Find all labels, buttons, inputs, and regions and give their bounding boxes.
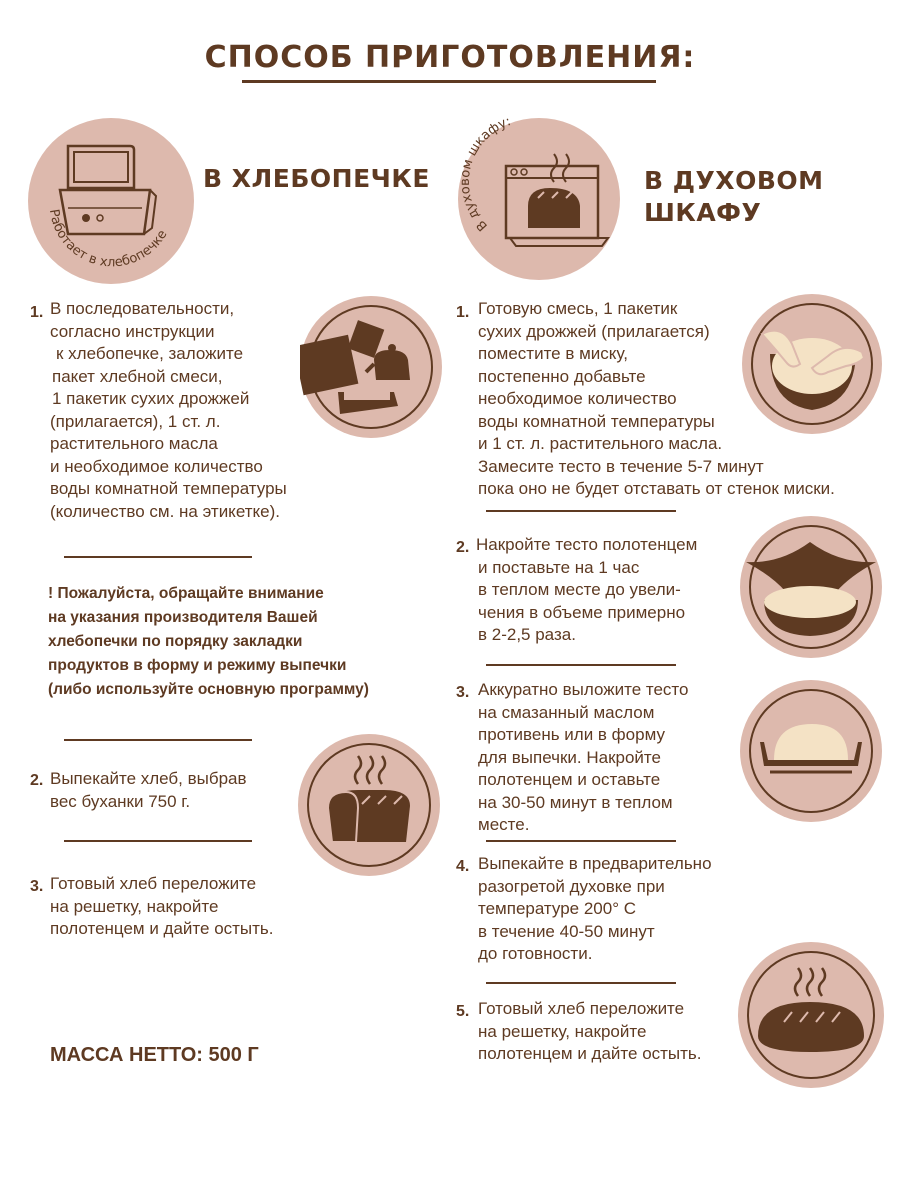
ingredients-badge	[300, 296, 442, 438]
text-line: воды комнатной температуры	[50, 479, 287, 498]
right-step-1-number: 1.	[456, 304, 470, 321]
note-line: (либо используйте основную программу)	[48, 681, 369, 698]
note-line: ! Пожалуйста, обращайте внимание	[48, 585, 324, 602]
text-line: В последовательности,	[50, 299, 235, 318]
left-step-2-text	[50, 768, 300, 813]
round-loaf-badge	[738, 942, 884, 1088]
manufacturer-note	[48, 582, 428, 702]
separator	[486, 664, 676, 666]
bread-machine-icon	[28, 118, 194, 284]
text-line: на решетку, накройте	[50, 896, 219, 916]
page-title: СПОСОБ ПРИГОТОВЛЕНИЯ:	[204, 40, 696, 75]
left-step-1-text	[50, 298, 340, 523]
right-heading-line2: ШКАФУ	[644, 198, 762, 227]
text-line: Выпекайте в предварительно	[478, 854, 712, 873]
right-step-3-text	[478, 679, 738, 837]
covered-bowl-badge	[740, 516, 882, 658]
bread-loaf-icon	[298, 734, 440, 876]
text-line: Выпекайте хлеб, выбрав	[50, 769, 247, 788]
oven-icon	[458, 118, 620, 280]
text-line: полотенцем и дайте остыть.	[478, 1044, 702, 1063]
text-line: Готовый хлеб переложите	[478, 999, 685, 1018]
right-step-2-text	[478, 534, 738, 647]
text-line: постепенно добавьте	[478, 366, 646, 386]
text-line: на решетку, накройте	[478, 1021, 647, 1041]
right-step-4-number: 4.	[456, 858, 470, 875]
text-line: в течение 40-50 минут	[478, 921, 655, 941]
round-bread-icon	[738, 942, 884, 1088]
left-step-3-text	[50, 873, 330, 941]
separator	[64, 556, 252, 558]
text-line: полотенцем и дайте остыть.	[50, 919, 274, 938]
text-line: поместите в миску,	[478, 344, 628, 363]
text-line: Замесите тесто в течение 5-7 минут	[478, 456, 764, 476]
net-weight: МАССА НЕТТО: 500 Г	[50, 1044, 259, 1066]
right-step-3-number: 3.	[456, 684, 470, 701]
note-line: хлебопечки по порядку закладки	[48, 633, 303, 650]
text-line: в 2-2,5 раза.	[478, 625, 576, 644]
text-line: пакет хлебной смеси,	[52, 366, 223, 386]
left-step-3-number: 3.	[30, 878, 44, 895]
text-line: необходимое количество	[478, 389, 677, 408]
left-step-2-number: 2.	[30, 772, 44, 789]
kneading-badge	[742, 294, 882, 434]
text-line: к хлебопечке, заложите	[56, 344, 244, 363]
text-line: полотенцем и оставьте	[478, 770, 661, 789]
badge-text: Работает в хлебопечке	[45, 208, 171, 271]
text-line: Готовую смесь, 1 пакетик	[478, 299, 678, 318]
text-line: (прилагается), 1 ст. л.	[50, 411, 221, 431]
text-line: чения в объеме примерно	[478, 602, 686, 622]
text-line: Готовый хлеб переложите	[50, 874, 257, 893]
separator	[486, 840, 676, 842]
text-line: пока оно не будет отставать от стенок миски.	[478, 479, 835, 498]
text-line: и необходимое количество	[50, 456, 263, 476]
note-line: на указания производителя Вашей	[48, 609, 318, 626]
badge-text: В духовом шкафу:	[458, 118, 513, 234]
right-heading-line1: В ДУХОВОМ	[644, 166, 824, 195]
text-line: 1 пакетик сухих дрожжей	[52, 389, 250, 408]
separator	[64, 739, 252, 741]
text-line: Накройте тесто полотенцем	[476, 535, 698, 554]
text-line: согласно инструкции	[50, 321, 215, 341]
right-step-5-text	[478, 998, 738, 1066]
text-line: температуре 200° С	[478, 899, 637, 918]
bread-machine-badge	[28, 118, 194, 284]
text-line: Аккуратно выложите тесто	[478, 680, 689, 699]
right-step-4-text	[478, 853, 758, 966]
separator	[486, 982, 676, 984]
text-line: до готовности.	[478, 944, 593, 963]
separator	[486, 510, 676, 512]
text-line: вес буханки 750 г.	[50, 791, 191, 811]
text-line: растительного масла	[50, 434, 218, 453]
text-line: месте.	[478, 815, 530, 834]
dough-tray-badge	[740, 680, 882, 822]
text-line: разогретой духовке при	[478, 876, 665, 896]
text-line: на 30-50 минут в теплом	[478, 792, 673, 812]
right-step-5-number: 5.	[456, 1003, 470, 1020]
text-line: для выпечки. Накройте	[478, 747, 661, 767]
text-line: сухих дрожжей (прилагается)	[478, 321, 710, 341]
right-step-2-number: 2.	[456, 539, 470, 556]
text-line: и 1 ст. л. растительного масла.	[478, 434, 723, 453]
text-line: воды комнатной температуры	[478, 411, 715, 431]
note-line: продуктов в форму и режиму выпечки	[48, 657, 347, 674]
towel-bowl-icon	[740, 516, 882, 658]
ingredients-icon	[300, 296, 442, 438]
kneading-hands-icon	[742, 294, 882, 434]
oven-badge	[458, 118, 620, 280]
baked-loaf-badge	[298, 734, 440, 876]
left-heading: В ХЛЕБОПЕЧКЕ	[203, 164, 430, 193]
left-step-1-number: 1.	[30, 304, 44, 321]
text-line: и поставьте на 1 час	[478, 557, 640, 577]
text-line: на смазанный маслом	[478, 702, 655, 722]
separator	[64, 840, 252, 842]
text-line: в теплом месте до увели-	[478, 580, 681, 599]
dough-on-tray-icon	[740, 680, 882, 822]
text-line: (количество см. на этикетке).	[50, 501, 280, 521]
text-line: противень или в форму	[478, 725, 665, 744]
title-underline	[242, 80, 656, 83]
